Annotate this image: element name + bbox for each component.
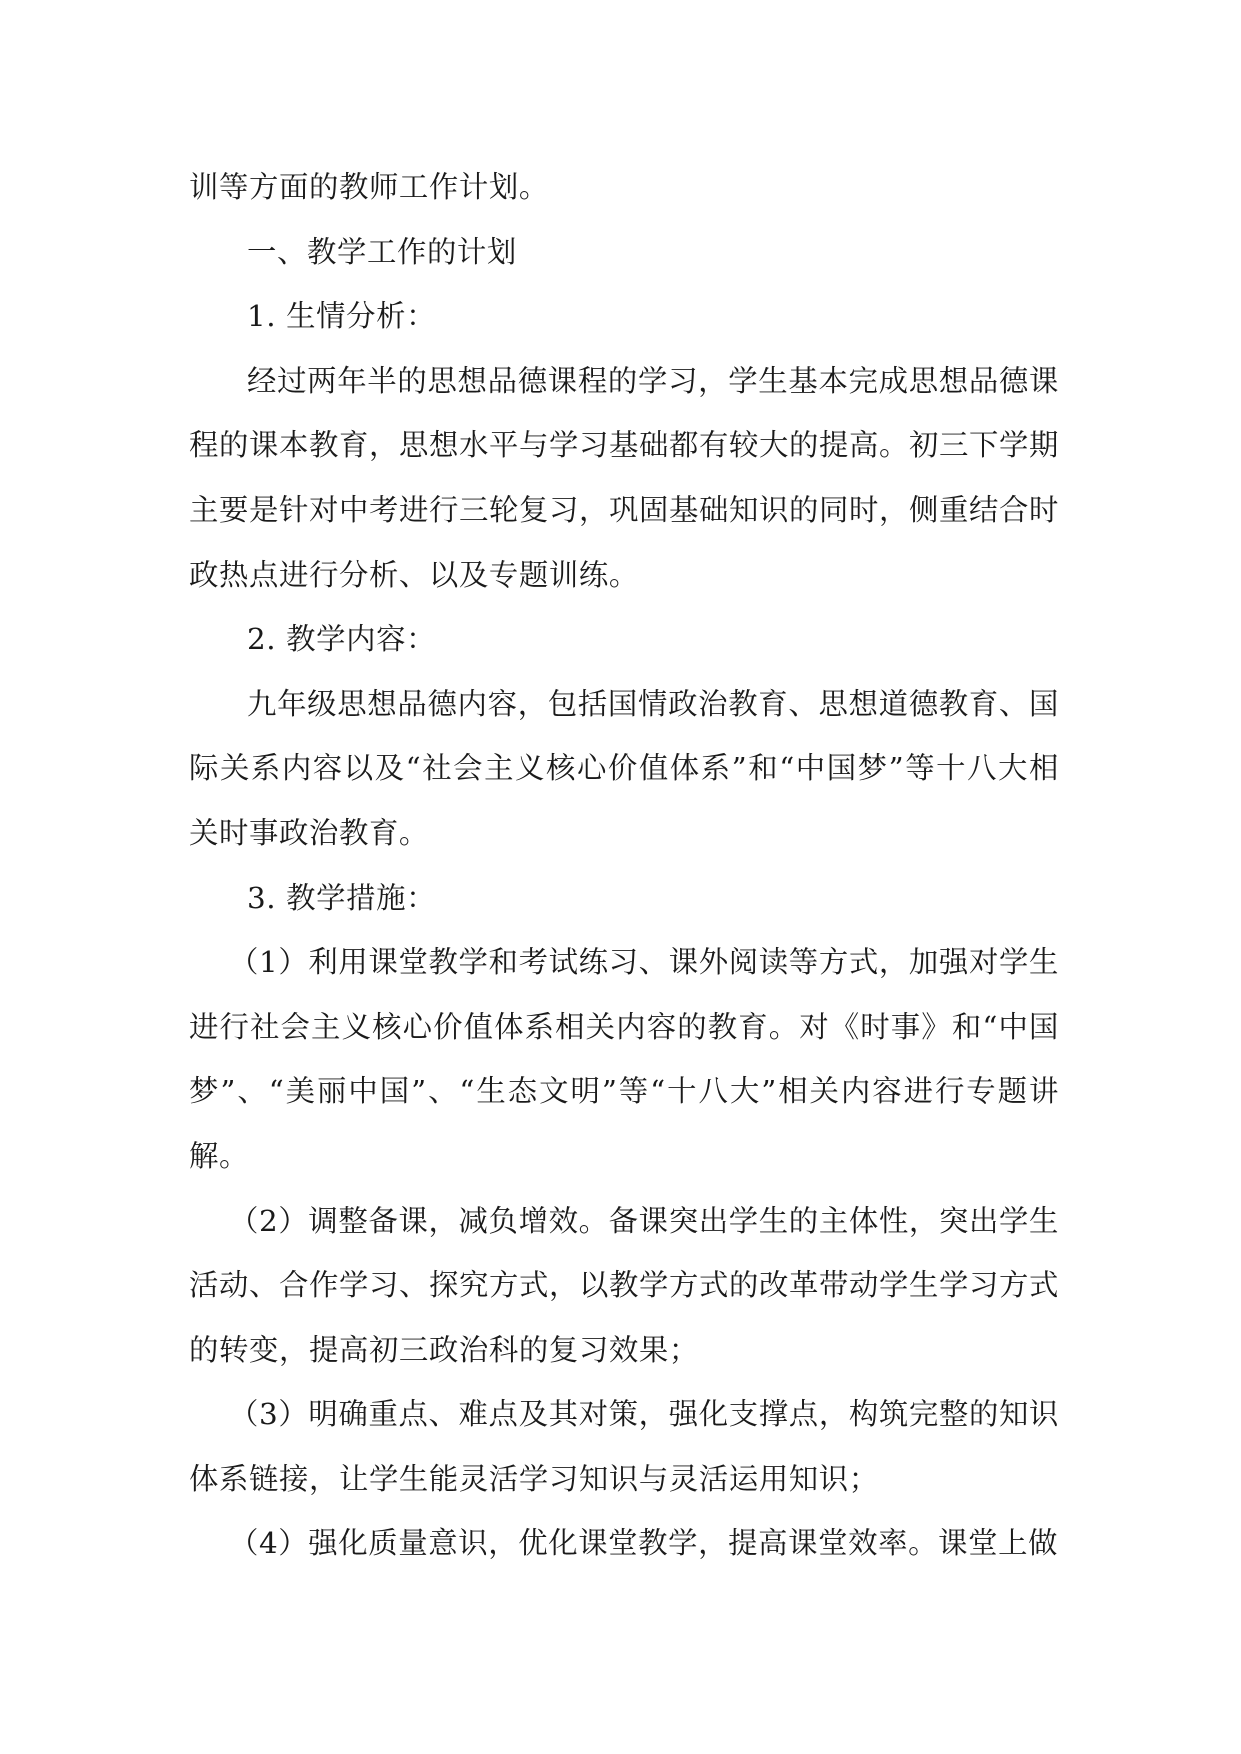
document-body (189, 155, 1059, 1576)
subheading-student-analysis: 1. 生情分析： (247, 299, 437, 334)
paragraph-measure-3: （3）明确重点、难点及其对策，强化支撑点，构筑完整的知识体系链接，让学生能灵活学习知识与灵活运用知识； (189, 1397, 1059, 1496)
paragraph-measure-4: （4）强化质量意识，优化课堂教学，提高课堂效率。课堂上做 (229, 1526, 1059, 1561)
subheading-teaching-measures: 3. 教学措施： (247, 880, 437, 915)
paragraph-student-analysis: 经过两年半的思想品德课程的学习，学生基本完成思想品德课程的课本教育，思想水平与学习基础都有较大的提高。初三下学期主要是针对中考进行三轮复习，巩固基础知识的同时，侧重结合时政热点进行分析、以及专题训练。 (189, 363, 1059, 592)
subheading-teaching-content: 2. 教学内容： (247, 622, 437, 657)
section-heading-teaching-plan: 一、教学工作的计划 (247, 234, 517, 269)
paragraph-measure-2: （2）调整备课，减负增效。备课突出学生的主体性，突出学生活动、合作学习、探究方式，以教学方式的改革带动学生学习方式的转变，提高初三政治科的复习效果； (189, 1203, 1059, 1367)
paragraph-measure-1: （1）利用课堂教学和考试练习、课外阅读等方式，加强对学生进行社会主义核心价值体系相关内容的教育。对《时事》和“中国梦”、“美丽中国”、“生态文明”等“十八大”相关内容进行专题讲解。 (189, 945, 1059, 1173)
paragraph-teaching-content: 九年级思想品德内容，包括国情政治教育、思想道德教育、国际关系内容以及“社会主义核心价值体系”和“中国梦”等十八大相关时事政治教育。 (189, 686, 1059, 850)
paragraph-continuation: 训等方面的教师工作计划。 (189, 170, 549, 204)
